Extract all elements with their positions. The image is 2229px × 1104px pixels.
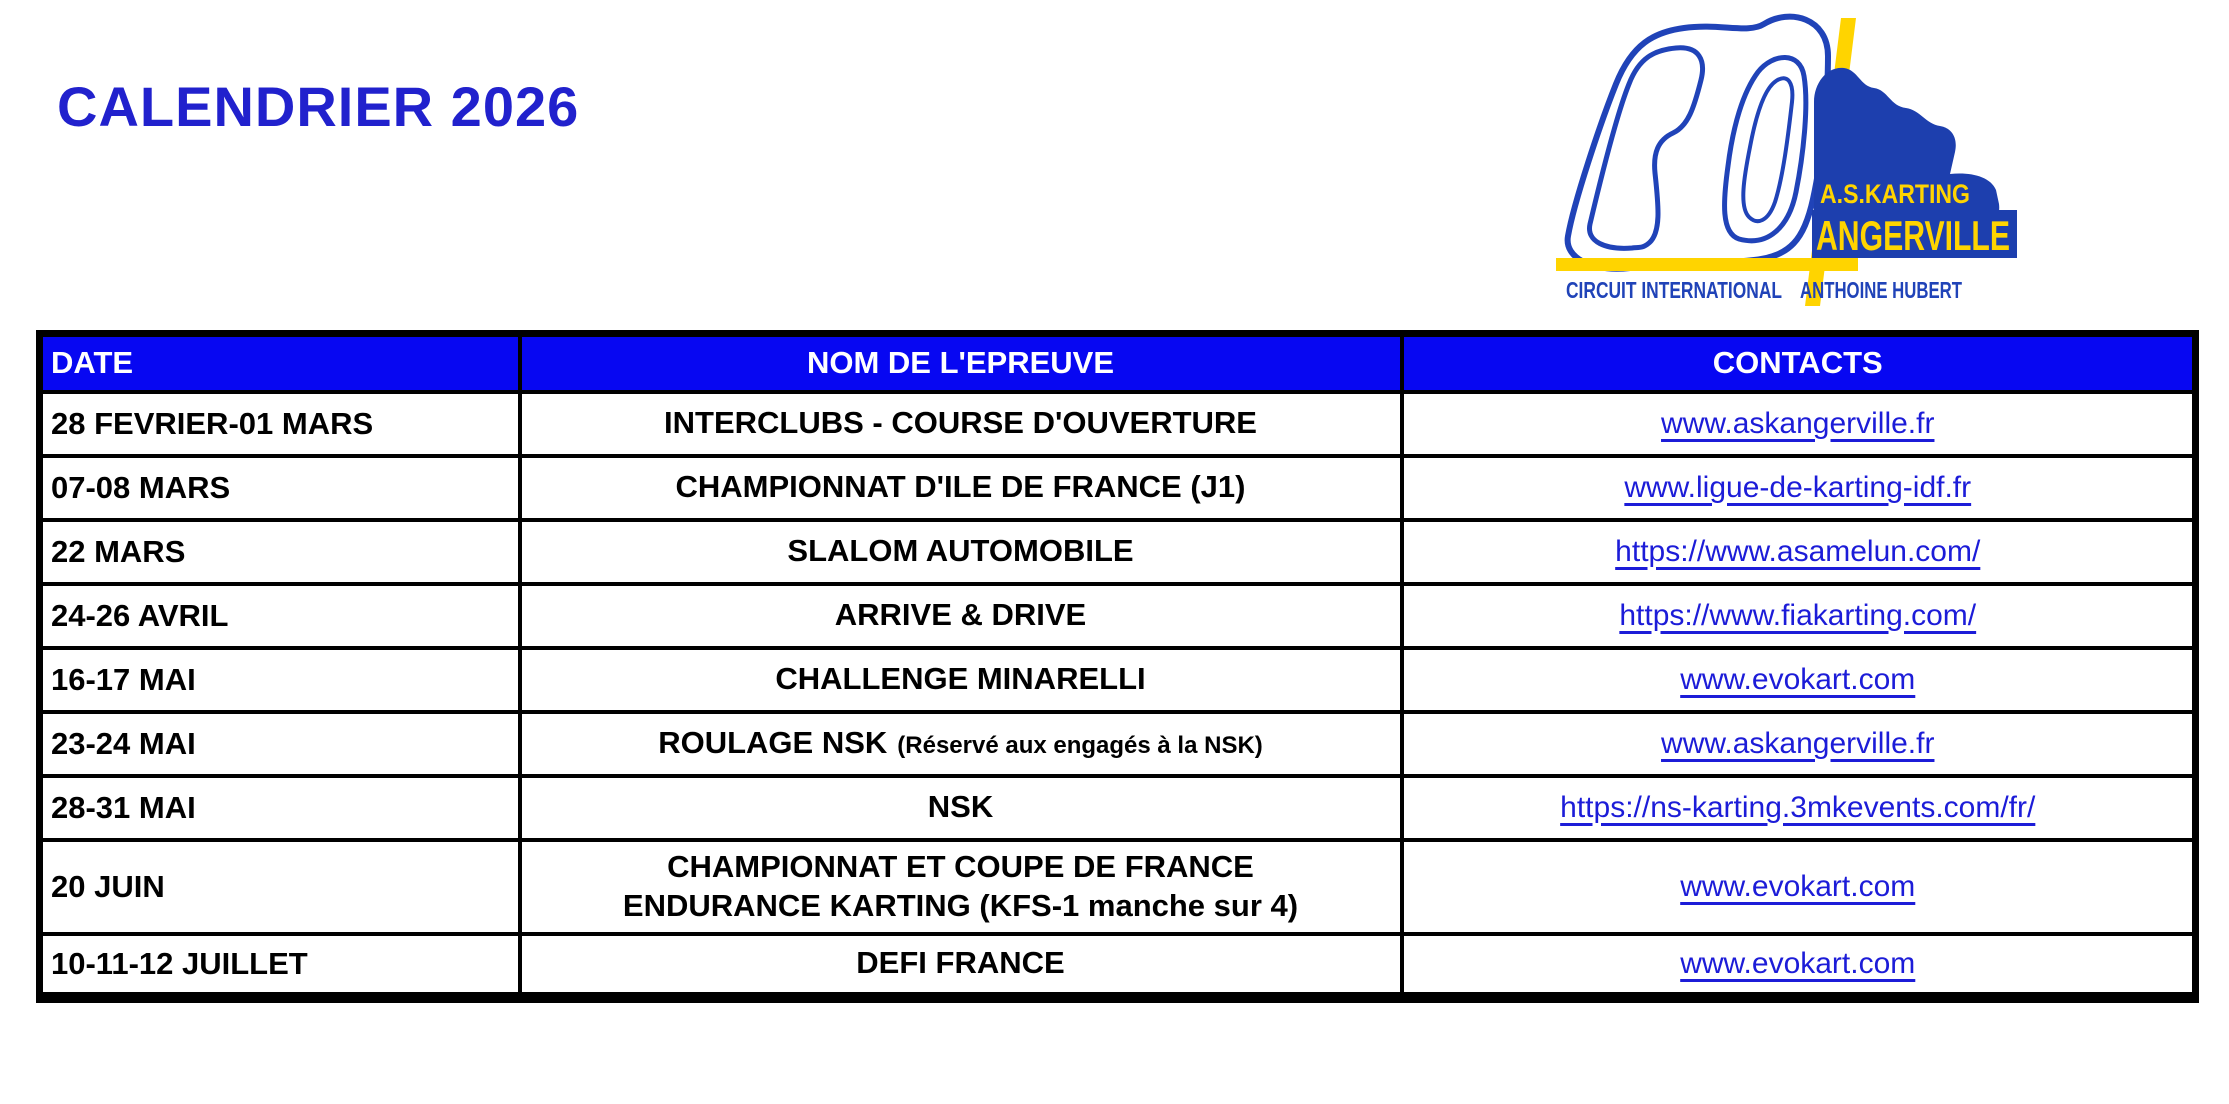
event-cell xyxy=(520,648,1402,712)
event-label: ARRIVE & DRIVE xyxy=(834,597,1087,633)
date-cell: 22 MARS xyxy=(40,520,520,584)
header-date: DATE xyxy=(40,334,520,392)
header-contact: CONTACTS xyxy=(1402,334,2196,392)
askangerville-logo xyxy=(1552,6,2092,308)
date-cell: 23-24 MAI xyxy=(40,712,520,776)
event-label: NSK xyxy=(927,789,994,825)
event-label: CHALLENGE MINARELLI xyxy=(775,661,1146,697)
event-cell xyxy=(520,934,1402,998)
contact-cell xyxy=(1402,712,2196,776)
contact-link[interactable]: www.askangerville.fr xyxy=(1661,406,1935,440)
event-cell xyxy=(520,584,1402,648)
date-cell: 24-26 AVRIL xyxy=(40,584,520,648)
table-row xyxy=(40,776,2196,840)
event-cell xyxy=(520,776,1402,840)
contact-cell xyxy=(1402,648,2196,712)
date-cell: 20 JUIN xyxy=(40,840,520,934)
contact-link[interactable]: www.evokart.com xyxy=(1680,946,1916,980)
contact-link[interactable]: https://www.asamelun.com/ xyxy=(1615,534,1981,568)
table-row xyxy=(40,520,2196,584)
contact-link[interactable]: https://ns-karting.3mkevents.com/fr/ xyxy=(1560,790,2036,824)
contact-link[interactable]: www.askangerville.fr xyxy=(1661,726,1935,760)
circuit-track-icon xyxy=(1568,17,1828,269)
date-cell: 16-17 MAI xyxy=(40,648,520,712)
contact-cell xyxy=(1402,392,2196,456)
event-note: (Réservé aux engagés à la NSK) xyxy=(897,732,1263,760)
event-label: DEFI FRANCE xyxy=(856,945,1065,981)
event-label: INTERCLUBS - COURSE D'OUVERTURE xyxy=(664,405,1257,441)
table-row xyxy=(40,840,2196,934)
event-label: CHAMPIONNAT D'ILE DE FRANCE (J1) xyxy=(675,469,1246,505)
logo-club-name: A.S.KARTING xyxy=(1820,179,1970,209)
contact-cell xyxy=(1402,934,2196,998)
event-label: ROULAGE NSK xyxy=(658,725,888,761)
date-cell: 10-11-12 JUILLET xyxy=(40,934,520,998)
page-title: CALENDRIER 2026 xyxy=(57,75,580,138)
event-cell xyxy=(520,520,1402,584)
table-row xyxy=(40,648,2196,712)
contact-cell xyxy=(1402,456,2196,520)
contact-link[interactable]: www.evokart.com xyxy=(1680,869,1916,903)
contact-link[interactable]: https://www.fiakarting.com/ xyxy=(1619,598,1977,632)
table-row xyxy=(40,584,2196,648)
contact-cell xyxy=(1402,840,2196,934)
contact-link[interactable]: www.evokart.com xyxy=(1680,662,1916,696)
table-header-row xyxy=(40,334,2196,392)
yellow-horizontal-bar xyxy=(1556,258,1858,271)
event-cell xyxy=(520,712,1402,776)
date-cell: 28 FEVRIER-01 MARS xyxy=(40,392,520,456)
event-cell xyxy=(520,456,1402,520)
contact-cell xyxy=(1402,776,2196,840)
table-row xyxy=(40,392,2196,456)
event-label: CHAMPIONNAT ET COUPE DE FRANCE xyxy=(667,848,1254,884)
event-label: SLALOM AUTOMOBILE xyxy=(787,533,1134,569)
date-cell: 07-08 MARS xyxy=(40,456,520,520)
date-cell: 28-31 MAI xyxy=(40,776,520,840)
table-row xyxy=(40,712,2196,776)
contact-cell xyxy=(1402,520,2196,584)
logo-circuit-international: CIRCUIT INTERNATIONAL xyxy=(1566,277,1782,303)
event-cell xyxy=(520,392,1402,456)
event-label-line2: ENDURANCE KARTING (KFS-1 manche sur 4) xyxy=(622,887,1299,923)
contact-link[interactable]: www.ligue-de-karting-idf.fr xyxy=(1624,470,1972,504)
header-event: NOM DE L'EPREUVE xyxy=(520,334,1402,392)
table-row xyxy=(40,934,2196,998)
calendar-table xyxy=(36,330,2199,1003)
contact-cell xyxy=(1402,584,2196,648)
event-cell xyxy=(520,840,1402,934)
table-row xyxy=(40,456,2196,520)
logo-angerville: ANGERVILLE xyxy=(1816,212,2010,259)
logo-anthoine-hubert: ANTHOINE HUBERT xyxy=(1800,277,1962,303)
